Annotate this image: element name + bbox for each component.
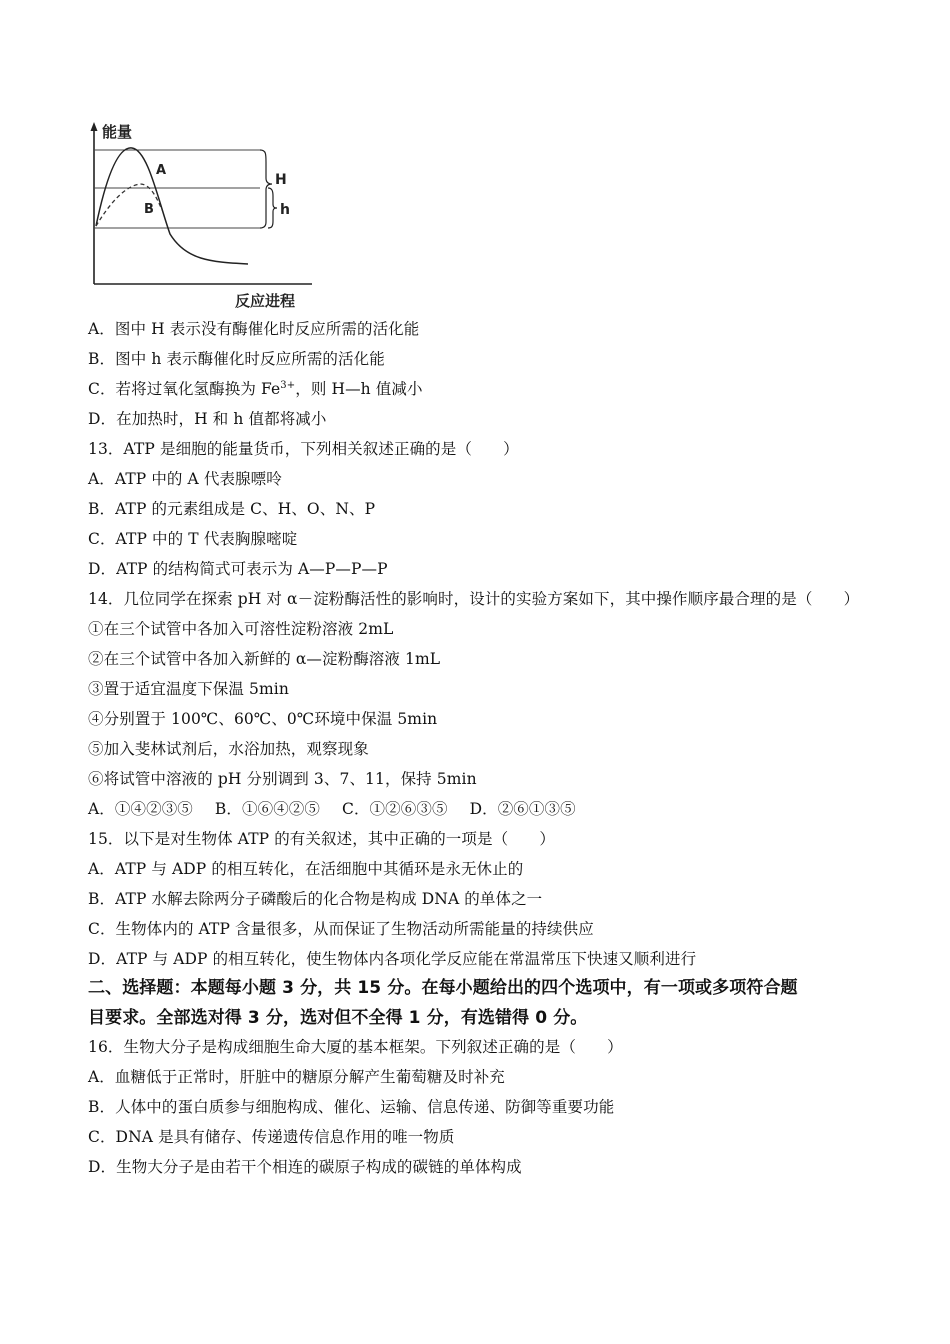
q14-options: [88, 799, 598, 819]
y-axis-label: 能量: [102, 123, 133, 141]
q15-option-b: B．ATP 水解去除两分子磷酸后的化合物是构成 DNA 的单体之一: [88, 890, 543, 908]
curve-b-label: B: [144, 202, 154, 217]
q12-option-c: [88, 379, 423, 399]
q14-stem: 14．几位同学在探索 pH 对 α－淀粉酶活性的影响时，设计的实验方案如下，其中操作顺序最合理的是（ ）: [88, 590, 860, 608]
q12-option-d: D．在加热时，H 和 h 值都将减小: [88, 410, 327, 428]
bracket-h-small: [268, 188, 277, 228]
q16-option-b: B．人体中的蛋白质参与细胞构成、催化、运输、信息传递、防御等重要功能: [88, 1098, 615, 1116]
q12-option-a: A．图中 H 表示没有酶催化时反应所需的活化能: [88, 320, 420, 338]
q13-stem: 13．ATP 是细胞的能量货币，下列相关叙述正确的是（ ）: [88, 440, 519, 458]
y-axis-arrow: [91, 122, 98, 131]
q12-option-c-post: ，则 H—h 值减小: [295, 380, 423, 398]
bracket-h-small-label: h: [280, 202, 290, 218]
section2-heading-line1: 二、选择题：本题每小题 3 分，共 15 分。在每小题给出的四个选项中，有一项或多项符合题: [88, 978, 798, 998]
q14-step-2: ②在三个试管中各加入新鲜的 α—淀粉酶溶液 1mL: [88, 650, 441, 668]
curve-a: [96, 148, 248, 264]
q14-step-1: ①在三个试管中各加入可溶性淀粉溶液 2mL: [88, 620, 394, 638]
q12-option-c-sup: 3+: [280, 380, 296, 391]
q15-stem: 15．以下是对生物体 ATP 的有关叙述，其中正确的一项是（ ）: [88, 830, 555, 848]
activation-energy-figure: [84, 118, 324, 310]
q13-option-c: C．ATP 中的 T 代表胸腺嘧啶: [88, 530, 298, 548]
q16-option-a: A．血糖低于正常时，肝脏中的糖原分解产生葡萄糖及时补充: [88, 1068, 505, 1086]
q16-option-d: D．生物大分子是由若干个相连的碳原子构成的碳链的单体构成: [88, 1158, 522, 1176]
q14-option-d: D．②⑥①③⑤: [469, 800, 576, 818]
q14-option-a: A．①④②③⑤: [88, 800, 193, 818]
q15-option-a: A．ATP 与 ADP 的相互转化，在活细胞中其循环是永无休止的: [88, 860, 524, 878]
q12-option-c-pre: C．若将过氧化氢酶换为 Fe: [88, 380, 281, 398]
q14-step-6: ⑥将试管中溶液的 pH 分别调到 3、7、11，保持 5min: [88, 770, 477, 788]
q13-option-a: A．ATP 中的 A 代表腺嘌呤: [88, 470, 282, 488]
q13-option-d: D．ATP 的结构简式可表示为 A—P—P—P: [88, 560, 388, 578]
q14-step-5: ⑤加入斐林试剂后，水浴加热，观察现象: [88, 740, 369, 758]
q16-option-c: C．DNA 是具有储存、传递遗传信息作用的唯一物质: [88, 1128, 455, 1146]
q15-option-c: C．生物体内的 ATP 含量很多，从而保证了生物活动所需能量的持续供应: [88, 920, 594, 938]
q12-option-b: B．图中 h 表示酶催化时反应所需的活化能: [88, 350, 385, 368]
q13-option-b: B．ATP 的元素组成是 C、H、O、N、P: [88, 500, 376, 518]
section2-heading-line2: 目要求。全部选对得 3 分，选对但不全得 1 分，有选错得 0 分。: [88, 1008, 588, 1028]
q14-option-b: B．①⑥④②⑤: [214, 800, 320, 818]
q14-step-3: ③置于适宜温度下保温 5min: [88, 680, 289, 698]
q15-option-d: D．ATP 与 ADP 的相互转化，使生物体内各项化学反应能在常温常压下快速又顺利进行: [88, 950, 697, 968]
q16-stem: 16．生物大分子是构成细胞生命大厦的基本框架。下列叙述正确的是（ ）: [88, 1038, 623, 1056]
x-axis-label: 反应进程: [235, 292, 296, 310]
q14-option-c: C．①②⑥③⑤: [342, 800, 448, 818]
q14-step-4: ④分别置于 100℃、60℃、0℃环境中保温 5min: [88, 710, 438, 728]
bracket-h-big-label: H: [275, 172, 287, 188]
curve-a-label: A: [156, 163, 167, 178]
